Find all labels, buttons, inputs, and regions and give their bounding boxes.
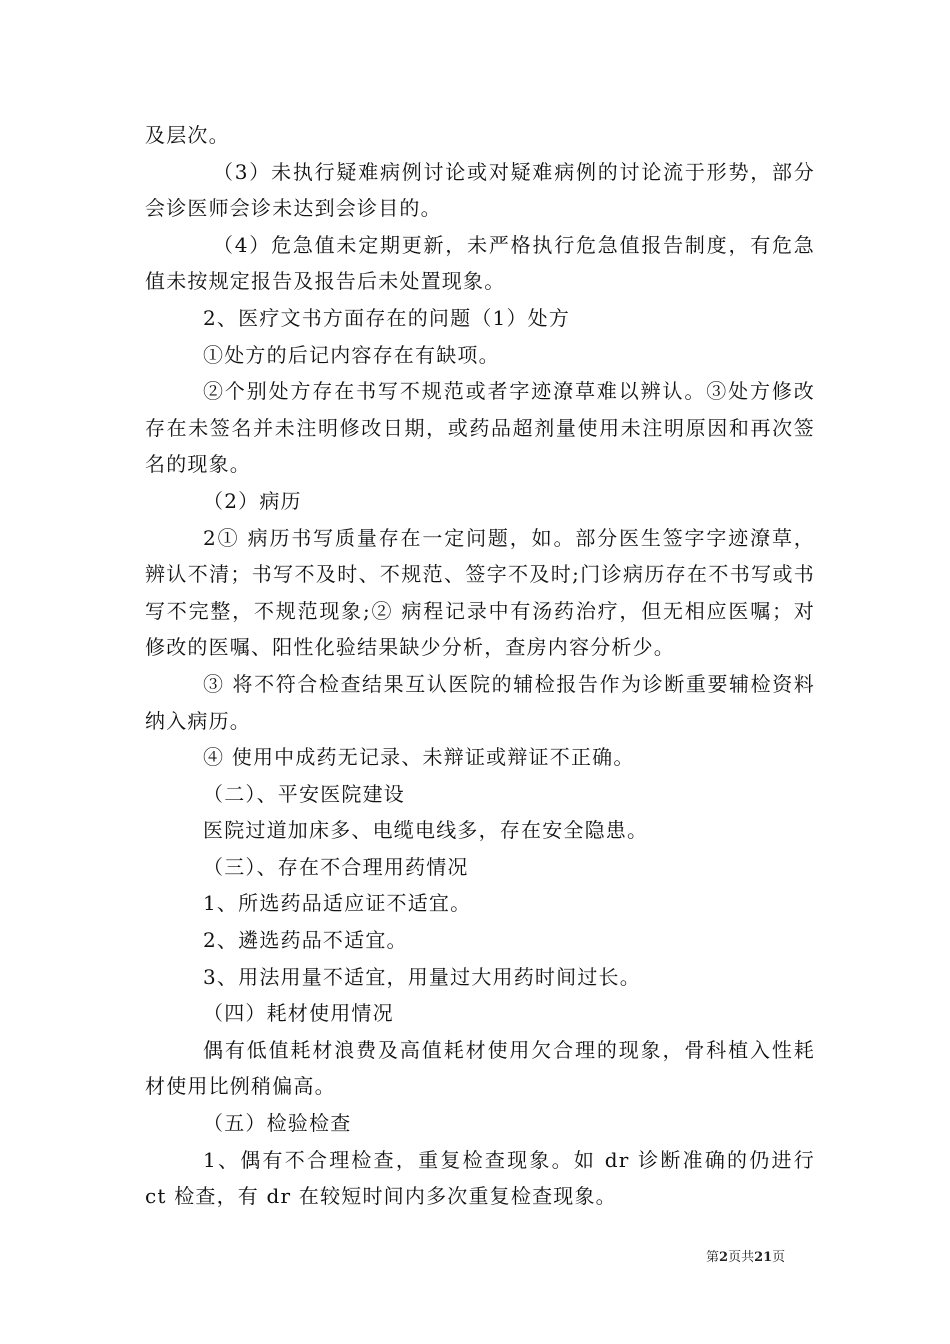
- section-heading: （四）耗材使用情况: [203, 1001, 394, 1026]
- paragraph: 2① 病历书写质量存在一定问题，如。部分医生签字字迹潦草，辨认不清；书写不及时、不规范、签字不及时;门诊病历存在不书写或书写不完整，不规范现象;② 病程记录中有汤药治疗，但无相应医嘱；对修改的医嘱、阳性化验结果缺少分析，查房内容分析少。: [145, 525, 815, 660]
- footer-page-number: 2: [719, 1250, 729, 1265]
- footer-suffix: 页: [772, 1250, 786, 1265]
- paragraph: 1、偶有不合理检查，重复检查现象。如 dr 诊断准确的仍进行 ct 检查，有 dr 在较短时间内多次重复检查现象。: [145, 1147, 815, 1209]
- section-heading: 2、医疗文书方面存在的问题（1）处方: [203, 305, 571, 330]
- document-body: [145, 117, 815, 1215]
- section-heading: （2）病历: [203, 488, 302, 513]
- footer-middle: 页共: [728, 1250, 755, 1265]
- section-heading: （三）、存在不合理用药情况: [203, 854, 469, 879]
- paragraph: ②个别处方存在书写不规范或者字迹潦草难以辨认。③处方修改存在未签名并未注明修改日期，或药品超剂量使用未注明原因和再次签名的现象。: [145, 379, 815, 477]
- paragraph: 及层次。: [145, 123, 230, 147]
- paragraph: 偶有低值耗材浪费及高值耗材使用欠合理的现象，骨科植入性耗材使用比例稍偏高。: [145, 1037, 815, 1099]
- paragraph: ③ 将不符合检查结果互认医院的辅检报告作为诊断重要辅检资料纳入病历。: [145, 671, 815, 733]
- list-item: 2、遴选药品不适宜。: [203, 928, 408, 953]
- footer-prefix: 第: [706, 1250, 720, 1265]
- paragraph: （4）危急值未定期更新，未严格执行危急值报告制度，有危急值未按规定报告及报告后未处置现象。: [145, 232, 815, 294]
- footer-total-pages: 21: [754, 1250, 773, 1265]
- paragraph: 医院过道加床多、电缆电线多，存在安全隐患。: [203, 818, 649, 843]
- paragraph: （3）未执行疑难病例讨论或对疑难病例的讨论流于形势，部分会诊医师会诊未达到会诊目的。: [145, 159, 815, 221]
- paragraph: ④ 使用中成药无记录、未辩证或辩证不正确。: [203, 745, 635, 770]
- list-item: 1、所选药品适应证不适宜。: [203, 891, 472, 916]
- page-footer: [706, 1246, 785, 1265]
- section-heading: （五）检验检查: [203, 1111, 352, 1136]
- section-heading: （二）、平安医院建设: [203, 781, 405, 806]
- paragraph: ①处方的后记内容存在有缺项。: [203, 342, 500, 367]
- list-item: 3、用法用量不适宜，用量过大用药时间过长。: [203, 964, 641, 989]
